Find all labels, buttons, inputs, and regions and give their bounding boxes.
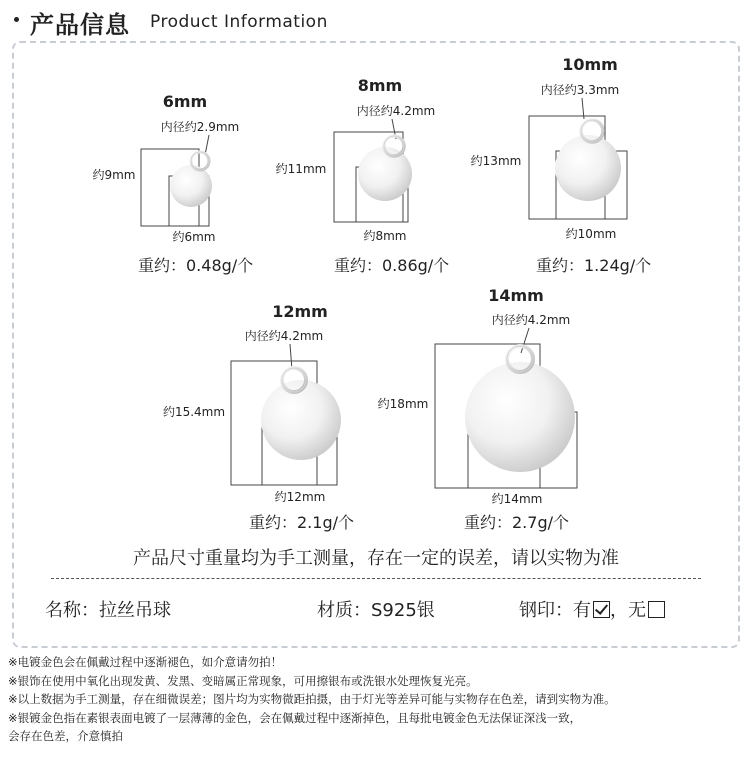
- height-label: 约9mm: [92, 168, 136, 182]
- inner-diameter-label: 内径约4.2mm: [244, 329, 324, 343]
- title-english: Product Information: [150, 12, 328, 32]
- stamp-label: 钢印：: [519, 600, 573, 621]
- width-label: 约6mm: [172, 230, 216, 244]
- empty-box-icon: [648, 601, 665, 618]
- size-label: 12mm: [272, 302, 328, 321]
- charm-6mm: [92, 92, 239, 244]
- title-chinese: 产品信息: [30, 11, 130, 39]
- stamp-info: [519, 596, 665, 622]
- footer-line: ※银饰在使用中氧化出现发黄、发黑、变暗属正常现象，可用擦银布或洗银水处理恢复光亮。: [8, 673, 478, 688]
- inner-diameter-label: 内径约3.3mm: [540, 83, 620, 97]
- product-info-panel: [12, 41, 740, 648]
- height-label: 约11mm: [275, 162, 327, 176]
- silver-ball: [358, 147, 412, 201]
- weight-14mm: 重约：2.7g/个: [464, 513, 569, 532]
- footer-notes: [8, 653, 746, 746]
- stamp-no-label: ，无: [610, 600, 646, 621]
- checked-box-icon: [593, 601, 610, 618]
- height-label: 约13mm: [470, 154, 522, 168]
- width-label: 约8mm: [363, 229, 407, 243]
- inner-diameter-label: 内径约4.2mm: [491, 313, 571, 327]
- measurement-note: 产品尺寸重量均为手工测量，存在一定的误差，请以实物为准: [133, 548, 619, 569]
- weight-6mm: 重约：0.48g/个: [138, 256, 254, 275]
- bullet-dot: [14, 17, 19, 22]
- silver-ball: [170, 165, 212, 207]
- weight-10mm: 重约：1.24g/个: [536, 256, 652, 275]
- inner-diameter-label: 内径约2.9mm: [160, 120, 240, 134]
- size-label: 8mm: [357, 76, 403, 95]
- height-label: 约18mm: [377, 397, 429, 411]
- charm-12mm: [163, 302, 341, 504]
- stamp-yes-label: 有: [573, 600, 591, 621]
- footer-line: 会存在色差，介意慎拍: [8, 729, 123, 743]
- size-label: 6mm: [162, 92, 208, 111]
- height-label: 约15.4mm: [162, 405, 226, 419]
- weight-12mm: 重约：2.1g/个: [249, 513, 354, 532]
- width-label: 约12mm: [274, 490, 326, 504]
- charm-14mm: [378, 286, 577, 506]
- size-label: 10mm: [562, 55, 618, 74]
- size-label: 14mm: [488, 286, 544, 305]
- section-header: [0, 0, 750, 42]
- charm-diagrams: [14, 43, 738, 543]
- charm-8mm: [276, 76, 436, 243]
- silver-ball: [465, 362, 575, 472]
- product-name: 名称：拉丝吊球: [45, 600, 171, 621]
- width-label: 约14mm: [491, 492, 543, 506]
- weight-8mm: 重约：0.86g/个: [334, 256, 450, 275]
- silver-ball: [555, 135, 621, 201]
- footer-line: ※电镀金色会在佩戴过程中逐渐褪色，如介意请勿拍！: [8, 655, 283, 669]
- divider: [51, 578, 701, 579]
- width-label: 约10mm: [565, 227, 617, 241]
- footer-line: ※银镀金色指在素银表面电镀了一层薄薄的金色，会在佩戴过程中逐渐掉色，且每批电镀金色无法保证深浅一致，: [8, 710, 582, 725]
- footer-line: ※以上数据为手工测量，存在细微误差；图片均为实物微距拍摄，由于灯光等差异可能与实物存在色差，请到实物为准。: [8, 692, 616, 706]
- charm-10mm: [471, 55, 627, 241]
- product-material: 材质：S925银: [317, 600, 435, 621]
- inner-diameter-label: 内径约4.2mm: [356, 104, 436, 118]
